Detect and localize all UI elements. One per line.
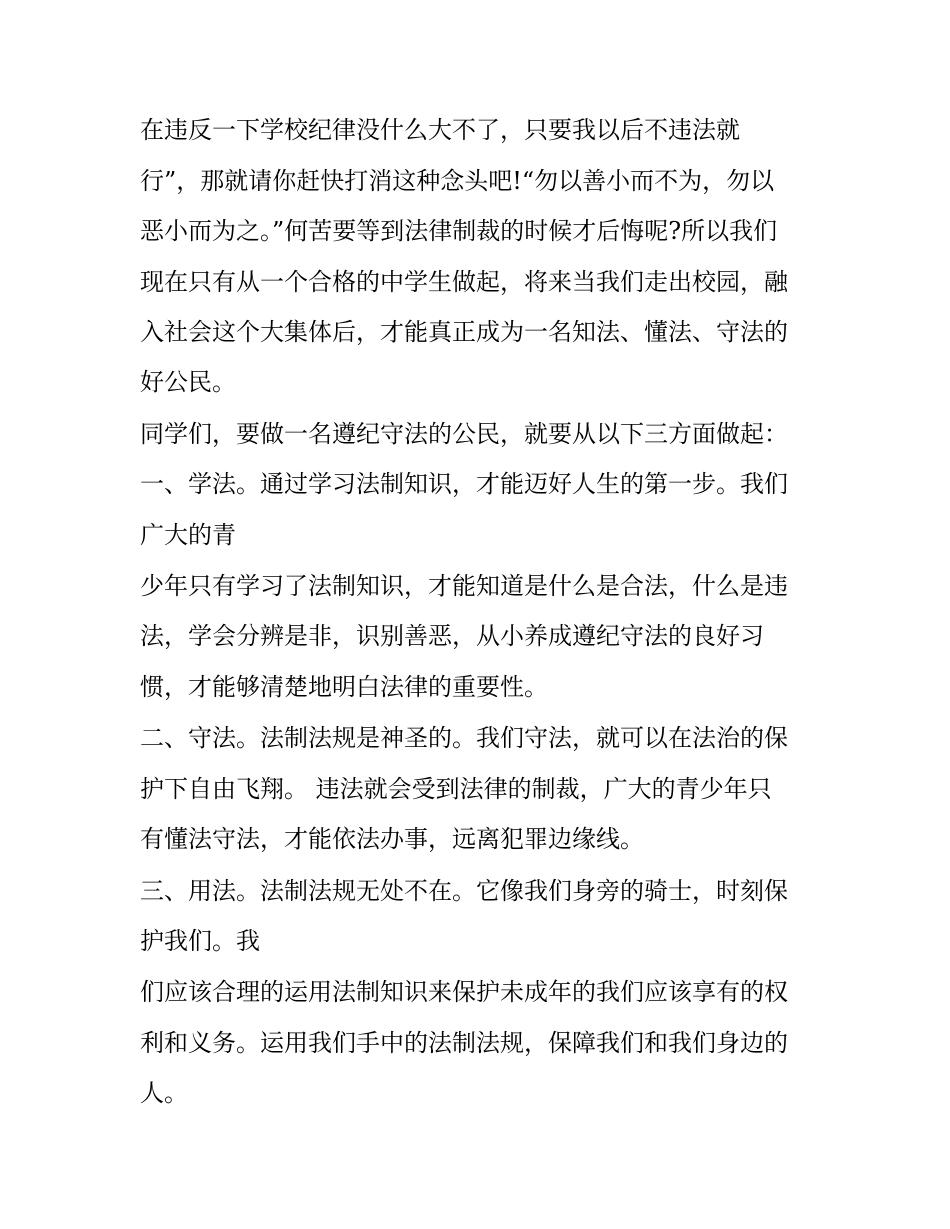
text-line-20: 人。 — [140, 1079, 188, 1107]
text-line-14: 护下自由飞翔。 违法就会受到法律的制裁，广大的青少年只 — [140, 775, 772, 803]
text-line-9: 广大的青 — [140, 521, 236, 549]
text-line-13: 二、守法。法制法规是神圣的。我们守法，就可以在法治的保 — [140, 724, 788, 752]
text-line-17: 护我们。我 — [140, 927, 260, 955]
text-line-18: 们应该合理的运用法制知识来保护未成年的我们应该享有的权 — [140, 978, 788, 1006]
text-line-16: 三、用法。法制法规无处不在。它像我们身旁的骑士，时刻保 — [140, 877, 788, 905]
text-line-11: 法，学会分辨是非，识别善恶，从小养成遵纪守法的良好习 — [140, 622, 764, 650]
text-line-10: 少年只有学习了法制知识，才能知道是什么是合法，什么是违 — [140, 572, 788, 600]
text-line-7: 同学们，要做一名遵纪守法的公民，就要从以下三方面做起： — [140, 420, 788, 448]
text-line-1: 在违反一下学校纪律没什么大不了，只要我以后不违法就 — [140, 116, 740, 144]
text-line-19: 利和义务。运用我们手中的法制法规，保障我们和我们身边的 — [140, 1029, 788, 1057]
text-line-6: 好公民。 — [140, 368, 236, 396]
text-line-12: 惯，才能够清楚地明白法律的重要性。 — [140, 673, 548, 701]
text-line-4: 现在只有从一个合格的中学生做起，将来当我们走出校园，融 — [140, 268, 788, 296]
text-line-5: 入社会这个大集体后，才能真正成为一名知法、懂法、守法的 — [140, 318, 788, 346]
text-line-8: 一、学法。通过学习法制知识，才能迈好人生的第一步。我们 — [140, 470, 788, 498]
text-line-2: 行”，那就请你赶快打消这种念头吧!“勿以善小而不为，勿以 — [140, 167, 775, 195]
text-line-3: 恶小而为之。”何苦要等到法律制裁的时候才后悔呢?所以我们 — [140, 217, 778, 245]
text-line-15: 有懂法守法，才能依法办事，远离犯罪边缘线。 — [140, 825, 644, 853]
